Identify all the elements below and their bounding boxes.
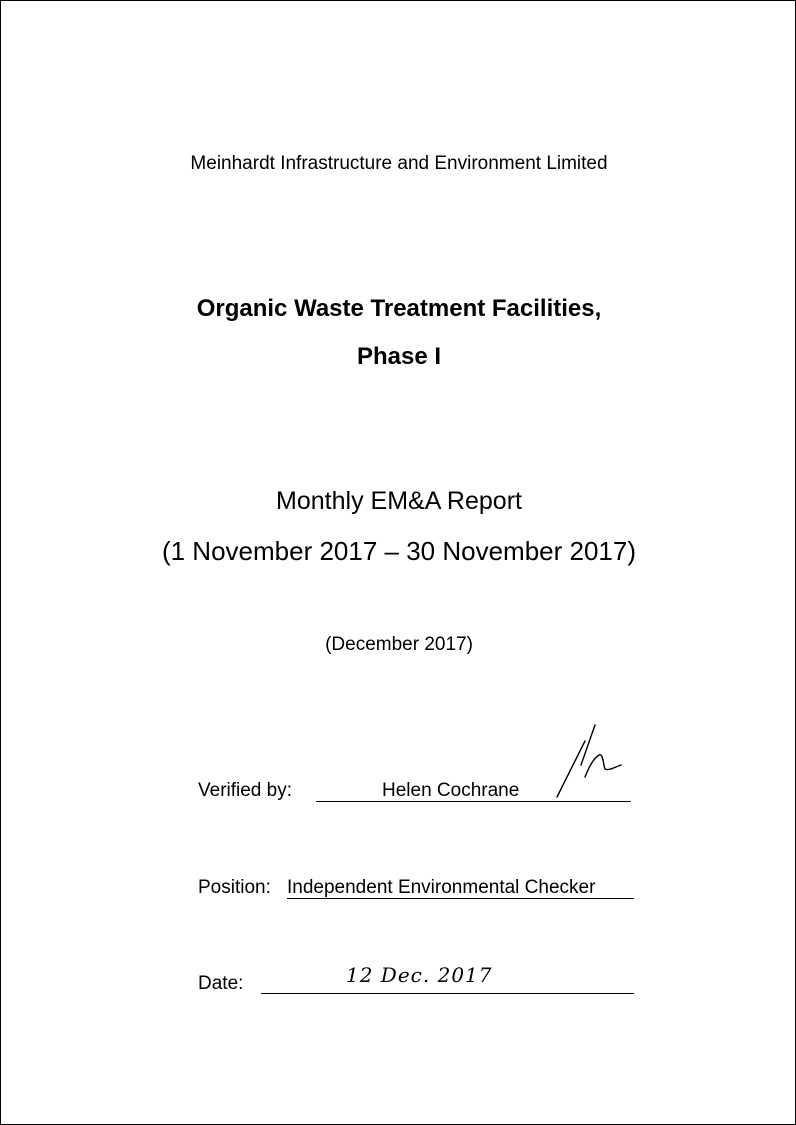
position-underline bbox=[287, 898, 634, 899]
report-title: Monthly EM&A Report bbox=[276, 487, 522, 515]
date-underline bbox=[261, 993, 634, 994]
verified-by-label: Verified by: bbox=[198, 780, 292, 801]
position-value: Independent Environmental Checker bbox=[287, 877, 596, 898]
verified-by-name: Helen Cochrane bbox=[382, 780, 520, 801]
date-label: Date: bbox=[198, 973, 244, 994]
handwritten-signature bbox=[549, 719, 629, 799]
company-name: Meinhardt Infrastructure and Environment Limited bbox=[190, 153, 608, 174]
report-issue-date: (December 2017) bbox=[325, 634, 473, 655]
project-title-line-2: Phase I bbox=[356, 343, 442, 370]
report-period: (1 November 2017 – 30 November 2017) bbox=[161, 536, 637, 566]
position-label: Position: bbox=[198, 877, 271, 898]
date-handwritten-value: 12 Dec. 2017 bbox=[346, 963, 493, 987]
project-title-line-1: Organic Waste Treatment Facilities, bbox=[196, 295, 602, 322]
